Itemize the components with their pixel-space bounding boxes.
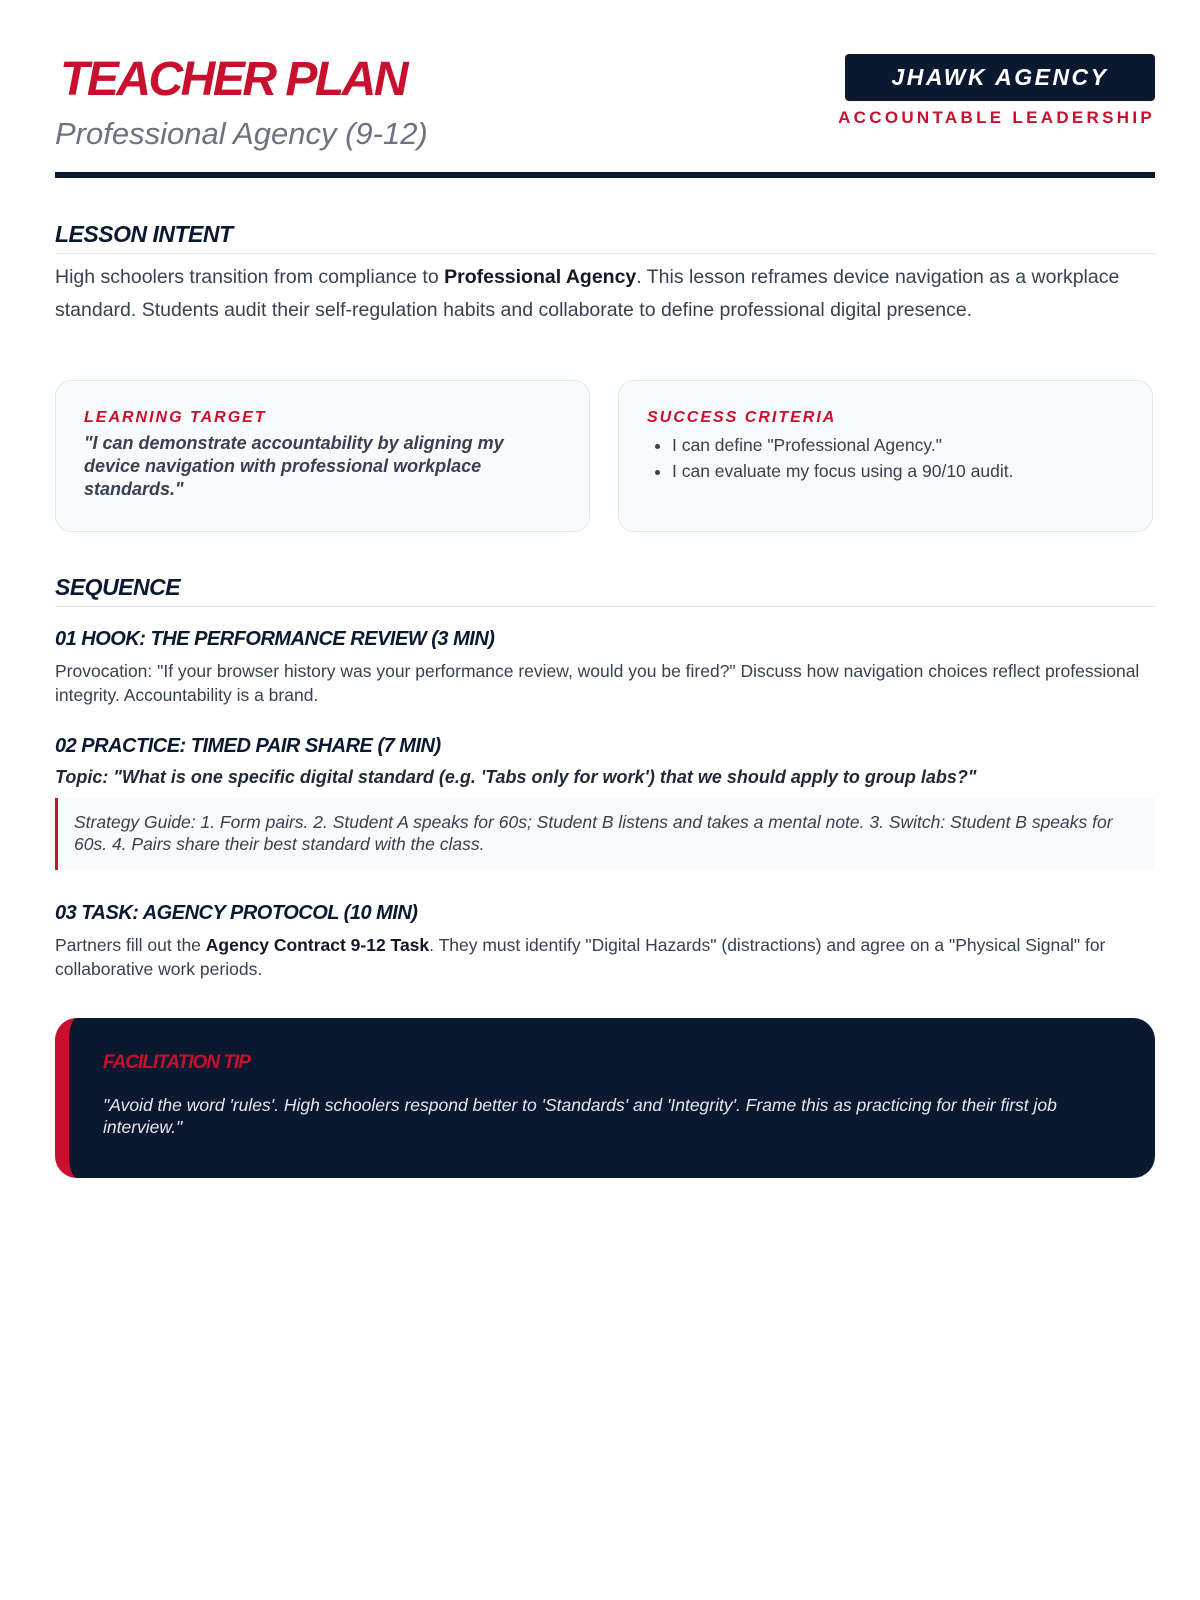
header-divider — [55, 172, 1155, 178]
list-item: • I can evaluate my focus using a 90/10 audit. — [672, 458, 1124, 484]
strategy-guide: Strategy Guide: 1. Form pairs. 2. Student A speaks for 60s; Student B listens and takes a mental note. 3. Switch: Student B speaks for 60s. 4. Pairs share their best standard with the class. — [55, 798, 1155, 870]
facilitation-tip-box — [55, 1018, 1155, 1178]
step-3-title: 03 TASK: AGENCY PROTOCOL (10 MIN) — [55, 902, 418, 924]
step-2-title: 02 PRACTICE: TIMED PAIR SHARE (7 MIN) — [55, 735, 441, 757]
learning-target-quote: "I can demonstrate accountability by aligning my device navigation with professional workplace standards." — [84, 433, 504, 499]
success-criteria-card — [618, 380, 1153, 532]
success-criteria-label: SUCCESS CRITERIA — [647, 409, 837, 426]
lesson-intent-text — [55, 261, 1155, 327]
page-subtitle: Professional Agency (9-12) — [55, 116, 428, 151]
step-3-text-part: . They must identify "Digital Hazards" (distractions) and agree on a "Physical Signal" for collaborative work periods. — [55, 935, 1106, 979]
brand-logo: JHAWK AGENCY — [845, 54, 1155, 101]
step-3-text — [55, 933, 1155, 981]
success-criteria-list — [647, 432, 1124, 484]
list-item: • I can define "Professional Agency." — [672, 432, 1124, 458]
step-1-title: 01 HOOK: THE PERFORMANCE REVIEW (3 MIN) — [55, 628, 495, 650]
sequence-heading: SEQUENCE — [55, 574, 1155, 607]
step-2-topic: Topic: "What is one specific digital standard (e.g. 'Tabs only for work') that we should apply to group labs?" — [55, 767, 977, 787]
lesson-plan-page — [55, 0, 1155, 1137]
learning-target-label: LEARNING TARGET — [84, 409, 267, 426]
step-3-text-bold: Agency Contract 9-12 Task — [205, 935, 430, 955]
header — [55, 0, 1155, 176]
intent-text-bold: Professional Agency — [444, 266, 637, 288]
lesson-intent-heading: LESSON INTENT — [55, 221, 1155, 254]
step-3-text-part: Partners fill out the — [55, 935, 206, 955]
page-title: TEACHER PLAN — [60, 53, 407, 106]
learning-target-card — [55, 380, 590, 532]
facilitation-tip-text: "Avoid the word 'rules'. High schoolers respond better to 'Standards' and 'Integrity'. Frame this as practicing for their first job interview." — [103, 1095, 1057, 1137]
intent-text-part: . This lesson reframes device navigation as a workplace standard. Students audit their self-regulation habits and collaborate to define professional digital presence. — [55, 266, 1120, 321]
step-1-text: Provocation: "If your browser history was your performance review, would you be fired?" Discuss how navigation choices reflect professional integrity. Accountability is a brand. — [55, 661, 1140, 705]
facilitation-tip-label: FACILITATION TIP — [103, 1052, 250, 1073]
intent-text-part: High schoolers transition from compliance to — [55, 266, 445, 288]
brand-tagline: ACCOUNTABLE LEADERSHIP — [838, 108, 1155, 127]
